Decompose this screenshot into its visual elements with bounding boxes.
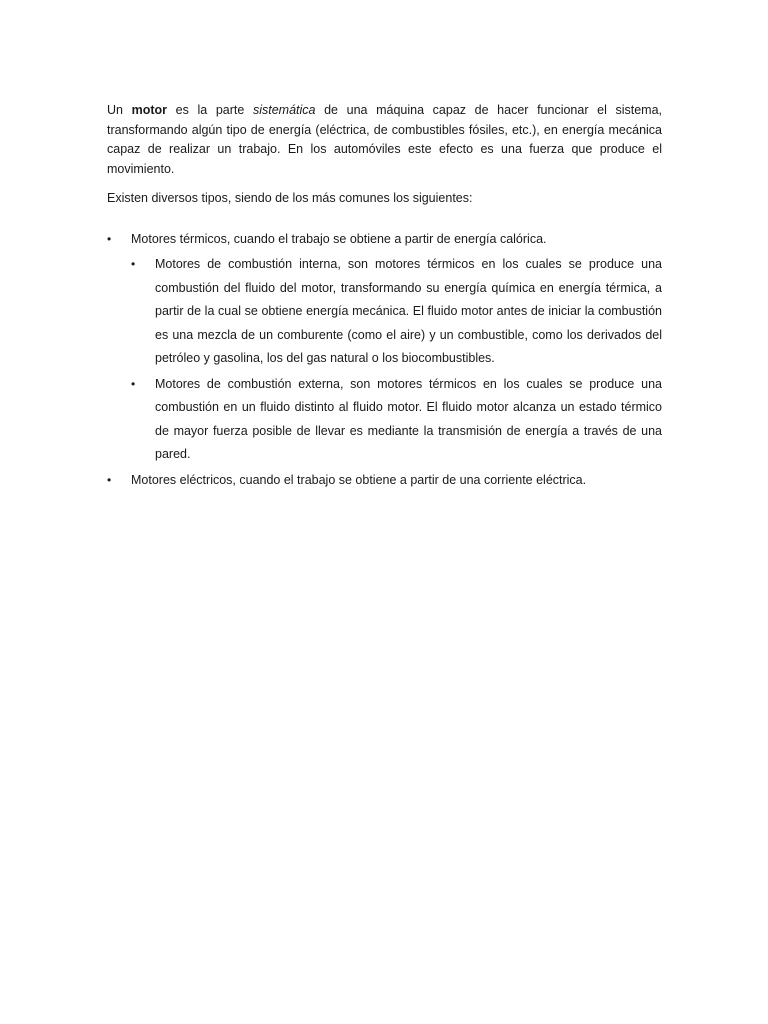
sublist-item-combustion-externa <box>131 373 662 467</box>
bullet-icon: • <box>131 257 136 271</box>
intro-text-start: Un <box>107 103 132 117</box>
bullet-icon: • <box>107 231 112 246</box>
bullet-icon: • <box>107 472 112 487</box>
list-item-motores-termicos <box>107 228 662 467</box>
thermal-motors-sublist <box>131 253 662 467</box>
document-page <box>107 101 662 492</box>
intro-paragraph <box>107 101 662 179</box>
sistematica-term: sistemática <box>252 103 316 117</box>
list-item-text: Motores térmicos, cuando el trabajo se obtiene a partir de energía calórica. <box>131 231 547 246</box>
motor-term: motor <box>131 103 168 117</box>
intro-text-middle: es la parte <box>167 103 253 117</box>
list-item-text: Motores eléctricos, cuando el trabajo se obtiene a partir de una corriente eléctrica. <box>131 472 587 487</box>
bullet-icon: • <box>131 376 136 391</box>
sublist-item-combustion-interna <box>131 253 662 371</box>
sublist-item-text: Motores de combustión interna, son motores térmicos en los cuales se produce una combustión del fluido del motor, transformando su energía química en energía térmica, a partir de la cual se obtiene energía mecánica. El fluido motor antes de iniciar la combustión es una mezcla de un comburente (como el aire) y un combustible, como los derivados del petróleo y gasolina, los del gas natural o los biocombustibles. <box>155 257 662 365</box>
motor-types-list <box>107 228 662 493</box>
intro-text-end: de una máquina capaz de hacer funcionar el sistema, transformando algún tipo de energía (eléctrica, de combustibles fósiles, etc.), en energía mecánica capaz de realizar un trabajo. En los automóviles este efecto es una fuerza que produce el movimiento. <box>107 103 663 176</box>
sublist-item-text: Motores de combustión externa, son motores térmicos en los cuales se produce una combustión en un fluido distinto al fluido motor. El fluido motor alcanza un estado térmico de mayor fuerza posible de llevar es mediante la transmisión de energía a través de una pared. <box>155 376 662 461</box>
types-intro-paragraph: Existen diversos tipos, siendo de los más comunes los siguientes: <box>107 191 473 205</box>
list-item-motores-electricos <box>107 469 662 493</box>
